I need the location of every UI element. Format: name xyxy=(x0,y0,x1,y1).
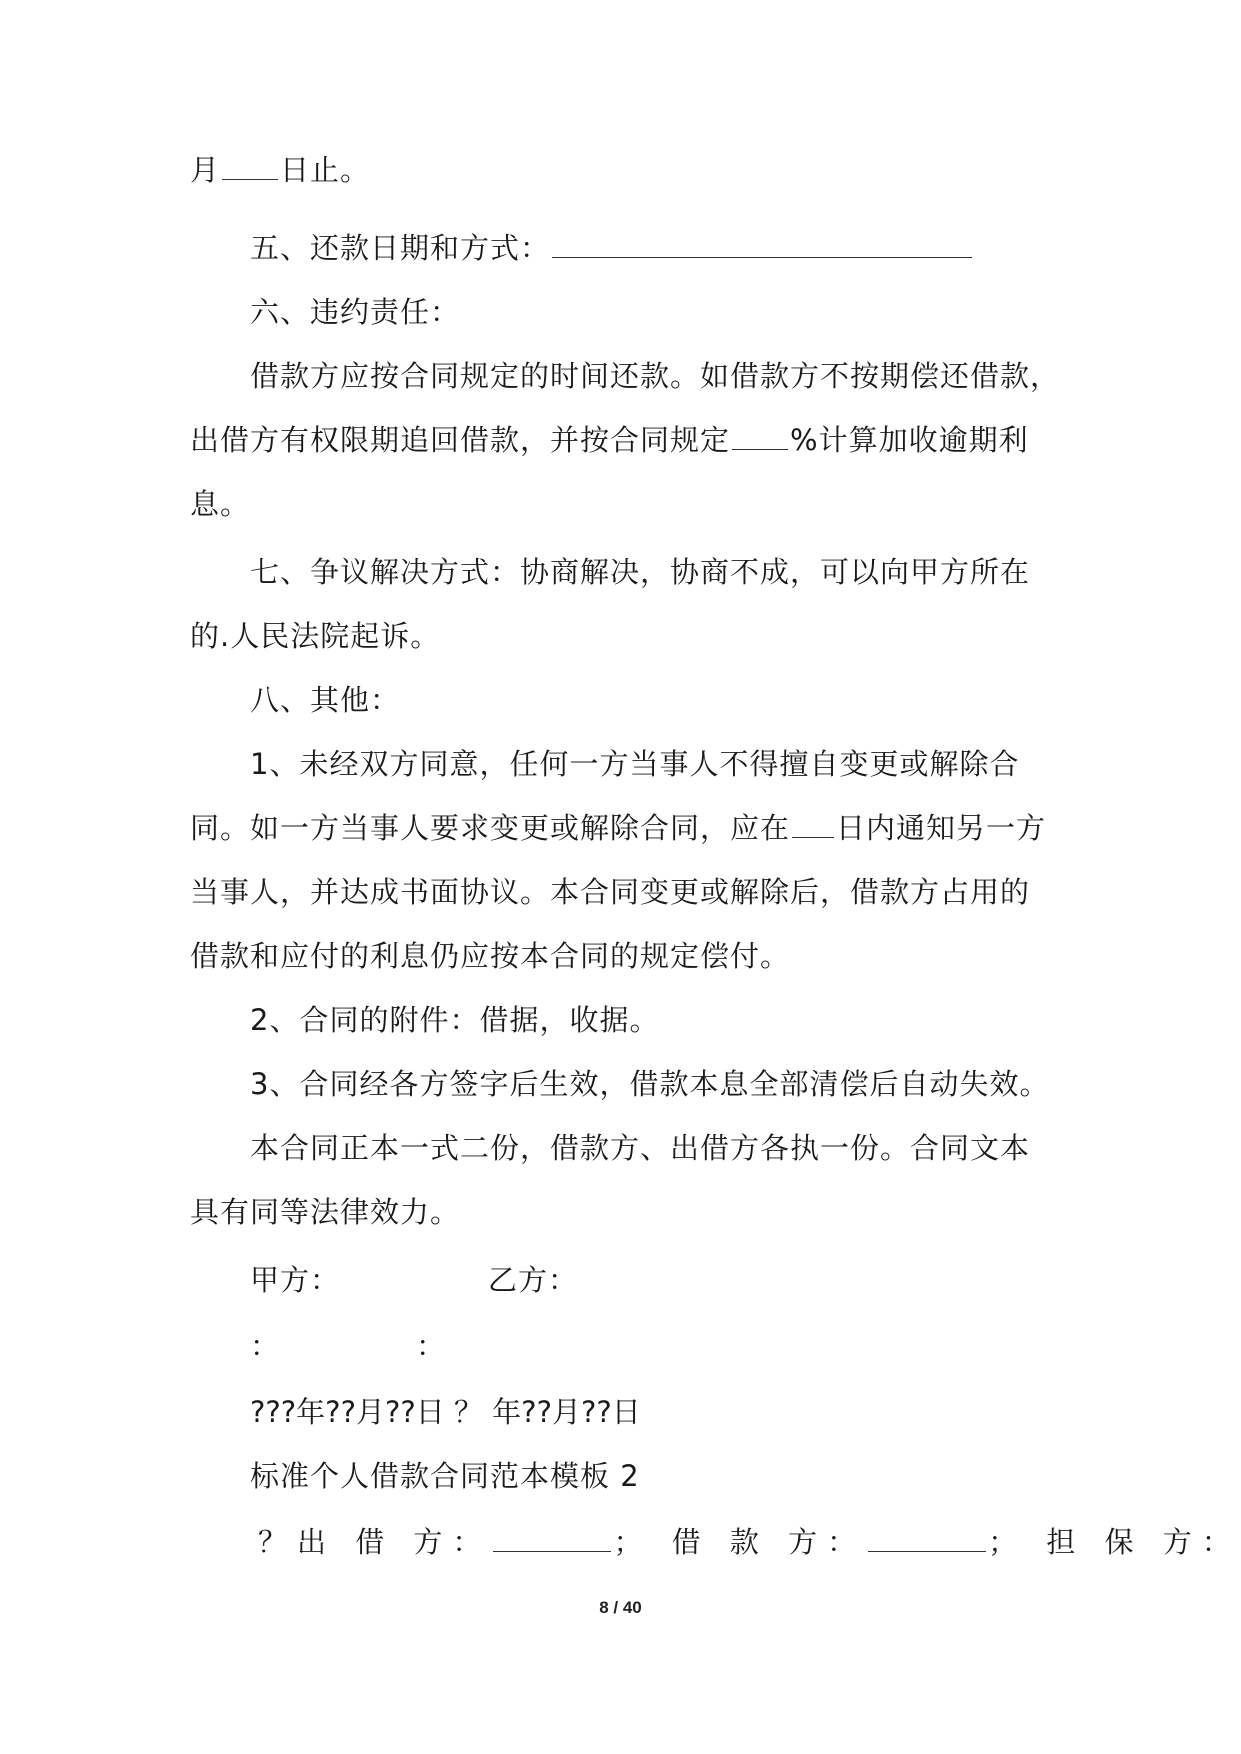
party-b-colon: ： xyxy=(416,1329,447,1363)
text-fragment: %计算加收逾期利 xyxy=(790,423,1029,457)
guarantor-label: ； 担 保 方： xyxy=(988,1525,1241,1559)
fill-blank xyxy=(732,421,788,450)
text-line: 借款和应付的利息仍应按本合同的规定偿付。 xyxy=(190,939,791,973)
text-line: 2、合同的附件：借据，收据。 xyxy=(250,1003,660,1037)
text-line xyxy=(190,808,1046,848)
borrower-label: ； 借 款 方： xyxy=(613,1525,867,1559)
text-fragment: 出借方有权限期追回借款，并按合同规定 xyxy=(190,423,731,457)
fill-blank xyxy=(792,809,834,838)
text-line: 本合同正本一式二份，借款方、出借方各执一份。合同文本 xyxy=(250,1131,1031,1165)
text-line: 具有同等法律效力。 xyxy=(190,1195,461,1229)
fill-blank xyxy=(552,229,972,258)
text-line: 借款方应按合同规定的时间还款。如借款方不按期偿还借款， xyxy=(250,359,1061,393)
fill-blank xyxy=(222,151,278,180)
party-a-label: 甲方： xyxy=(250,1263,341,1297)
section-heading: 标准个人借款合同范本模板 2 xyxy=(250,1459,640,1493)
text-line: 七、争议解决方式：协商解决，协商不成，可以向甲方所在 xyxy=(250,555,1031,589)
text-line: 息。 xyxy=(190,487,251,521)
fill-blank xyxy=(493,1523,611,1552)
text-line: 3、合同经各方签字后生效，借款本息全部清偿后自动失效。 xyxy=(250,1067,1050,1101)
text-line: 当事人，并达成书面协议。本合同变更或解除后，借款方占用的 xyxy=(190,875,1031,909)
party-b-label: 乙方： xyxy=(488,1263,579,1297)
text-fragment: 日内通知另一方 xyxy=(836,811,1047,845)
text-fragment: 月 xyxy=(190,153,221,187)
text-line: 八、其他： xyxy=(250,683,401,717)
text-line: 六、违约责任： xyxy=(250,295,461,329)
text-line xyxy=(250,228,974,268)
fill-blank xyxy=(868,1523,986,1552)
text-line: 1、未经双方同意，任何一方当事人不得擅自变更或解除合 xyxy=(250,747,1020,781)
text-line: 的.人民法院起诉。 xyxy=(190,619,441,653)
text-line xyxy=(190,150,370,190)
text-fragment: 同。如一方当事人要求变更或解除合同，应在 xyxy=(190,811,791,845)
text-fragment: 五、还款日期和方式： xyxy=(250,231,551,265)
text-fragment: 日止。 xyxy=(280,153,371,187)
page-number: 8 / 40 xyxy=(599,1598,642,1617)
signature-dates: ???年??月??日 ？ 年??月??日 xyxy=(250,1395,641,1429)
lender-label: ？出 借 方： xyxy=(258,1525,492,1559)
text-line xyxy=(190,420,1029,460)
text-line xyxy=(258,1522,1241,1562)
party-a-colon: ： xyxy=(250,1329,281,1363)
